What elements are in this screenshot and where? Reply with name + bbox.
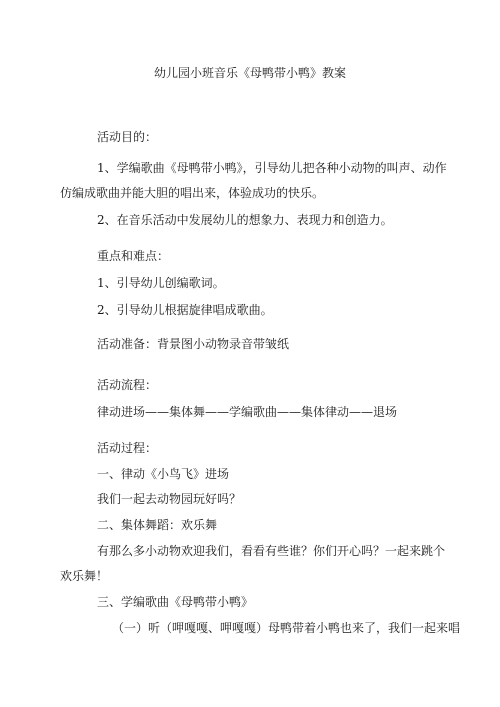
key-points-heading: 重点和难点： (97, 249, 170, 263)
process-step-2-line-1: 有那么多小动物欢迎我们，看看有些谁？你们开心吗？一起来跳个 (97, 544, 446, 558)
process-step-1: 一、律动《小鸟飞》进场 (97, 467, 230, 481)
goal-item-1-line-1: 1、学编歌曲《母鸭带小鸭》，引导幼儿把各种小动物的叫声、动作 (97, 161, 447, 175)
document-title: 幼儿园小班音乐《母鸭带小鸭》教案 (153, 66, 346, 80)
process-step-3: 三、学编歌曲《母鸭带小鸭》 (97, 595, 254, 609)
preparation-text: 活动准备：背景图小动物录音带皱纸 (97, 337, 290, 351)
key-point-item-2: 2、引导幼儿根据旋律唱成歌曲。 (97, 303, 273, 317)
flow-heading: 活动流程： (97, 378, 158, 392)
flow-text: 律动进场——集体舞——学编歌曲——集体律动——退场 (97, 405, 398, 419)
process-step-2-line-2: 欢乐舞！ (60, 569, 109, 583)
key-point-item-1: 1、引导幼儿创编歌词。 (97, 276, 225, 290)
goals-heading: 活动目的： (97, 130, 158, 144)
process-step-1-text: 我们一起去动物园玩好吗？ (97, 492, 242, 506)
goal-item-1-line-2: 仿编成歌曲并能大胆的唱出来，体验成功的快乐。 (60, 186, 325, 200)
process-step-2: 二、集体舞蹈：欢乐舞 (97, 518, 218, 532)
process-heading: 活动过程： (97, 441, 158, 455)
goal-item-2: 2、在音乐活动中发展幼儿的想象力、表现力和创造力。 (97, 213, 393, 227)
process-step-3-sub-1: （一）听（呷嘎嘎、呷嘎嘎）母鸭带着小鸭也来了，我们一起来唱 (112, 621, 461, 635)
